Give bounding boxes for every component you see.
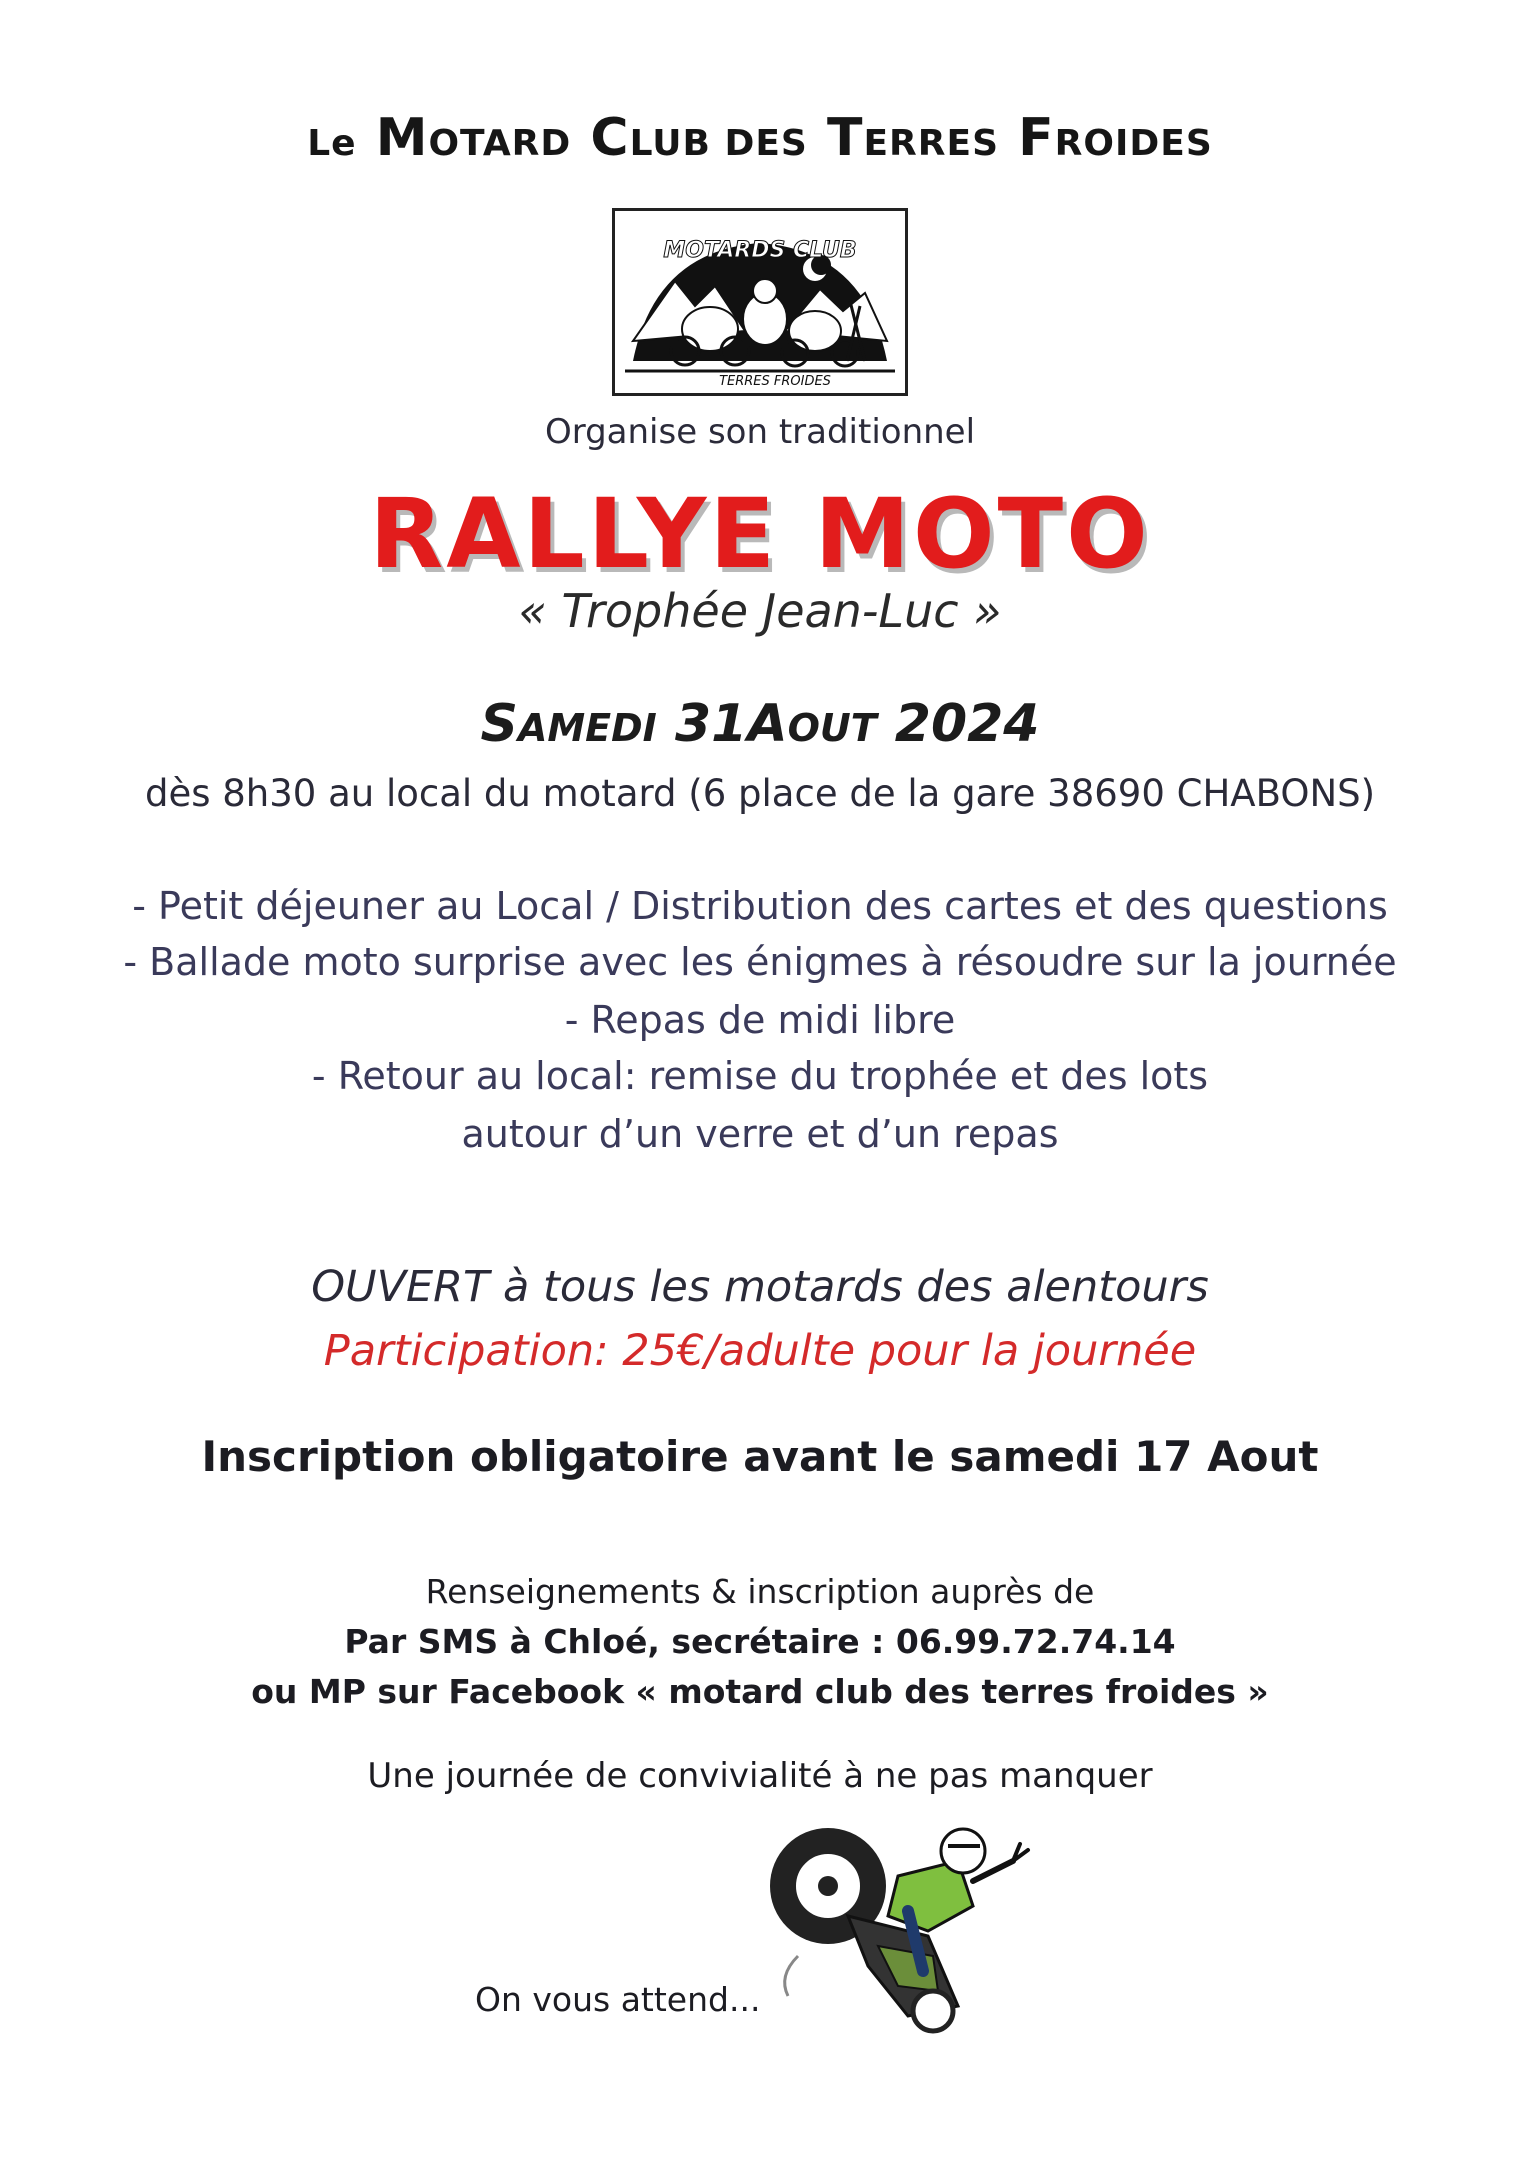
club-prefix: Le xyxy=(307,123,357,164)
club-logo xyxy=(612,208,908,396)
event-date xyxy=(0,694,1520,754)
contact-sms: Par SMS à Chloé, secrétaire : 06.99.72.74.14 xyxy=(344,1622,1176,1661)
contact-facebook: ou MP sur Facebook « motard club des terres froides » xyxy=(251,1672,1269,1711)
club-name-word-4: FROIDES xyxy=(1018,108,1213,168)
venue-text: dès 8h30 au local du motard (6 place de la gare 38690 CHABONS) xyxy=(144,772,1376,815)
club-name-word-1: MOTARD xyxy=(375,108,572,168)
date-month: AOUT xyxy=(747,694,877,754)
conviviality-text: Une journée de convivialité à ne pas manquer xyxy=(367,1756,1153,1796)
closing-text: On vous attend... xyxy=(475,1980,761,2019)
registration-deadline: Inscription obligatoire avant le samedi 17 Aout xyxy=(201,1432,1319,1481)
program-item: autour d’un verre et d’un repas xyxy=(461,1112,1059,1156)
participation-fee: Participation: 25€/adulte pour la journée xyxy=(323,1326,1197,1376)
date-day: SAMEDI xyxy=(480,694,657,754)
organise-text: Organise son traditionnel xyxy=(544,412,976,452)
contact-intro: Renseignements & inscription auprès de xyxy=(425,1572,1095,1611)
program-item: - Repas de midi libre xyxy=(564,998,956,1042)
program-item: - Ballade moto surprise avec les énigmes à résoudre sur la journée xyxy=(123,940,1397,984)
trophy-subtitle: « Trophée Jean-Luc » xyxy=(518,584,1002,638)
wheelie-rider-illustration xyxy=(758,1806,1048,2036)
program-item: - Petit déjeuner au Local / Distribution des cartes et des questions xyxy=(132,884,1388,928)
club-name-word-2: CLUB DES xyxy=(590,108,808,168)
club-title xyxy=(0,108,1520,168)
club-logo-drawing xyxy=(615,211,905,393)
logo-text-bottom: TERRES FROIDES xyxy=(719,374,831,389)
event-title: RALLYE MOTO xyxy=(369,478,1151,590)
club-name-word-3: TERRES xyxy=(826,108,999,168)
date-year: 2024 xyxy=(894,694,1040,754)
program-item: - Retour au local: remise du trophée et des lots xyxy=(311,1054,1209,1098)
date-number: 31 xyxy=(674,694,748,754)
logo-text-top: MOTARDS CLUB xyxy=(663,238,857,263)
open-to-all-text: OUVERT à tous les motards des alentours xyxy=(311,1262,1209,1312)
